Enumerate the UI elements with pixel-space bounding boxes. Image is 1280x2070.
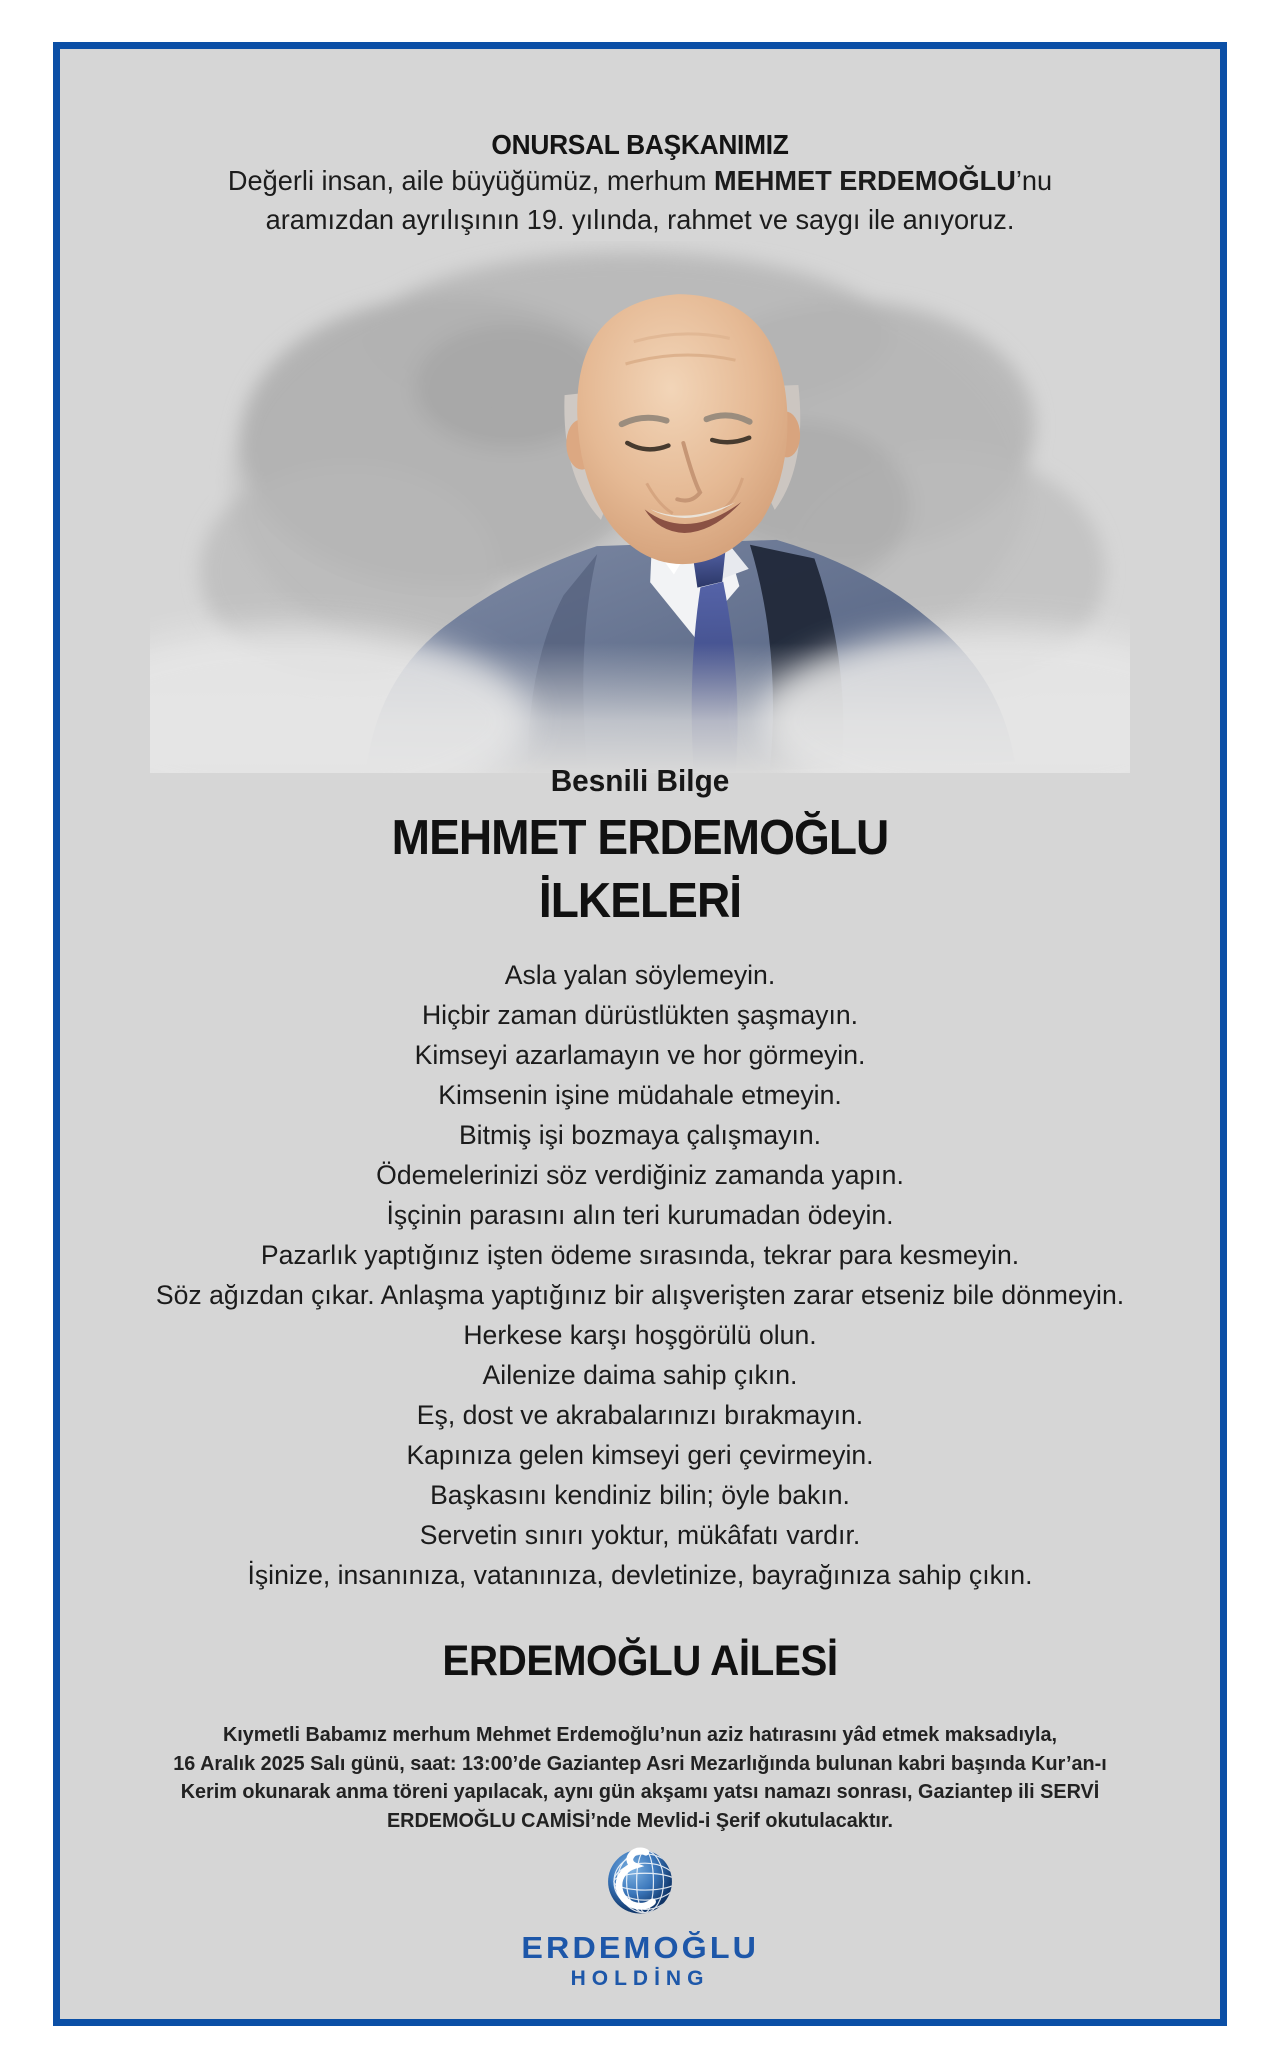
principle-item: Servetin sınırı yoktur, mükâfatı vardır.: [419, 1520, 861, 1550]
blue-frame: [53, 42, 1227, 2026]
family-signature: ERDEMOĞLU AİLESİ: [442, 1637, 838, 1685]
bottom-mist: [150, 626, 1130, 773]
principles-list: [69, 955, 1212, 1595]
principle-item: İşinize, insanınıza, vatanınıza, devletinize, bayrağınıza sahip çıkın.: [247, 1560, 1033, 1590]
principle-item: Asla yalan söylemeyin.: [504, 960, 776, 990]
announcement-line: Kerim okunarak anma töreni yapılacak, aynı gün akşamı yatsı namazı sonrası, Gaziantep ili SERVİ: [180, 1781, 1100, 1803]
logo-company-name: ERDEMOĞLU: [521, 1930, 759, 1965]
principle-item: Herkese karşı hoşgörülü olun.: [463, 1320, 817, 1350]
principle-item: Hiçbir zaman dürüstlükten şaşmayın.: [421, 1000, 859, 1030]
principle-item: Ödemelerinizi söz verdiğiniz zamanda yapın.: [376, 1160, 904, 1190]
announcement-line: 16 Aralık 2025 Salı günü, saat: 13:00’de Gaziantep Asri Mezarlığında bulunan kabri başında Kur’an-ı: [173, 1752, 1107, 1775]
principle-item: Söz ağızdan çıkar. Anlaşma yaptığınız bir alışverişten zarar etseniz bile dönmeyin.: [155, 1280, 1125, 1310]
principles-title: [95, 807, 1185, 933]
principle-item: Ailenize daima sahip çıkın.: [482, 1360, 798, 1390]
page-title: ONURSAL BAŞKANIMIZ: [491, 129, 789, 160]
principles-title-word: İLKELERİ: [538, 874, 742, 928]
portrait-photo: [150, 241, 1130, 773]
principle-item: Kimseyi azarlamayın ve hor görmeyin.: [414, 1040, 866, 1070]
announcement-line: Kıymetli Babamız merhum Mehmet Erdemoğlu’nun aziz hatırasını yâd etmek maksadıyla,: [222, 1724, 1058, 1746]
dedication-line-1: [77, 165, 1202, 197]
principle-item: Eş, dost ve akrabalarınızı bırakmayın.: [416, 1400, 864, 1430]
globe-logo-icon: [598, 1843, 682, 1927]
dedication-line-2: aramızdan ayrılışının 19. yılında, rahmet ve saygı ile anıyoruz.: [265, 204, 1015, 235]
principle-item: Bitmiş işi bozmaya çalışmayın.: [458, 1120, 822, 1150]
logo-division-name: HOLDİNG: [570, 1967, 710, 1990]
dedication-line-1-prefix: Değerli insan, aile büyüğümüz, merhum: [227, 165, 715, 196]
principle-item: Başkasını kendiniz bilin; öyle bakın.: [430, 1480, 850, 1510]
deceased-name: MEHMET ERDEMOĞLU: [714, 165, 1016, 196]
portrait-subtitle: Besnili Bilge: [550, 763, 730, 798]
memorial-announcement: [66, 1721, 1214, 1835]
principle-item: Pazarlık yaptığınız işten ödeme sırasında, tekrar para kesmeyin.: [260, 1240, 1020, 1270]
portrait-illustration: [150, 241, 1130, 773]
dedication-line-1-suffix: ’nu: [1015, 165, 1053, 196]
principle-item: Kimsenin işine müdahale etmeyin.: [438, 1080, 842, 1110]
announcement-line: ERDEMOĞLU CAMİSİ’nde Mevlid-i Şerif okutulacaktır.: [386, 1809, 894, 1832]
principles-title-name: MEHMET ERDEMOĞLU: [391, 811, 889, 865]
company-logo: [60, 1843, 1220, 1991]
principle-item: Kapınıza gelen kimseyi geri çevirmeyin.: [406, 1440, 874, 1470]
principle-item: İşçinin parasını alın teri kurumadan ödeyin.: [386, 1200, 894, 1230]
